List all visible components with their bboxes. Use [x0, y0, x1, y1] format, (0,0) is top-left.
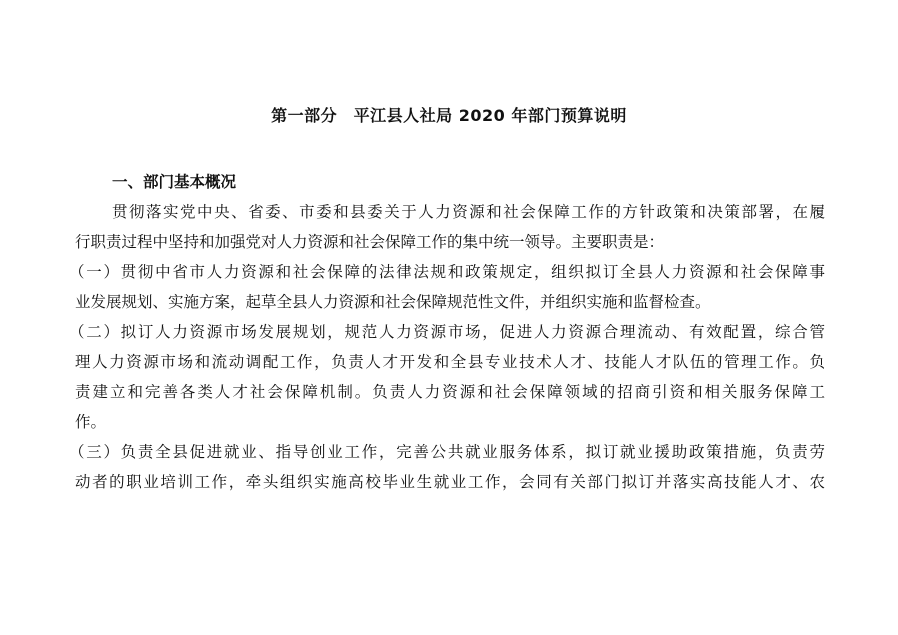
body-line-6: 理人力资源市场和流动调配工作，负责人才开发和全县专业技术人才、技能人才队伍的管理工作。负: [75, 353, 825, 371]
body-line-8: 作。: [75, 413, 107, 431]
section-heading: 一、部门基本概况: [112, 173, 237, 191]
document-body: [69, 197, 825, 497]
body-line-2: 行职责过程中坚持和加强党对人力资源和社会保障工作的集中统一领导。主要职责是：: [75, 233, 665, 251]
body-line-3: （一）贯彻中省市人力资源和社会保障的法律法规和政策规定，组织拟订全县人力资源和社会保障事: [69, 263, 825, 281]
body-line-5: （二）拟订人力资源市场发展规划，规范人力资源市场，促进人力资源合理流动、有效配置，综合管: [69, 323, 825, 341]
body-line-4: 业发展规划、实施方案，起草全县人力资源和社会保障规范性文件，并组织实施和监督检查。: [75, 293, 711, 311]
body-line-9: （三）负责全县促进就业、指导创业工作，完善公共就业服务体系，拟订就业援助政策措施，负责劳: [69, 443, 825, 461]
body-line-10: 动者的职业培训工作，牵头组织实施高校毕业生就业工作，会同有关部门拟订并落实高技能人才、农: [75, 473, 825, 491]
body-line-1: 贯彻落实党中央、省委、市委和县委关于人力资源和社会保障工作的方针政策和决策部署，在履: [112, 203, 825, 221]
document-title: 第一部分 平江县人社局 2020 年部门预算说明: [271, 106, 627, 125]
body-line-7: 责建立和完善各类人才社会保障机制。负责人力资源和社会保障领域的招商引资和相关服务保障工: [75, 383, 825, 401]
